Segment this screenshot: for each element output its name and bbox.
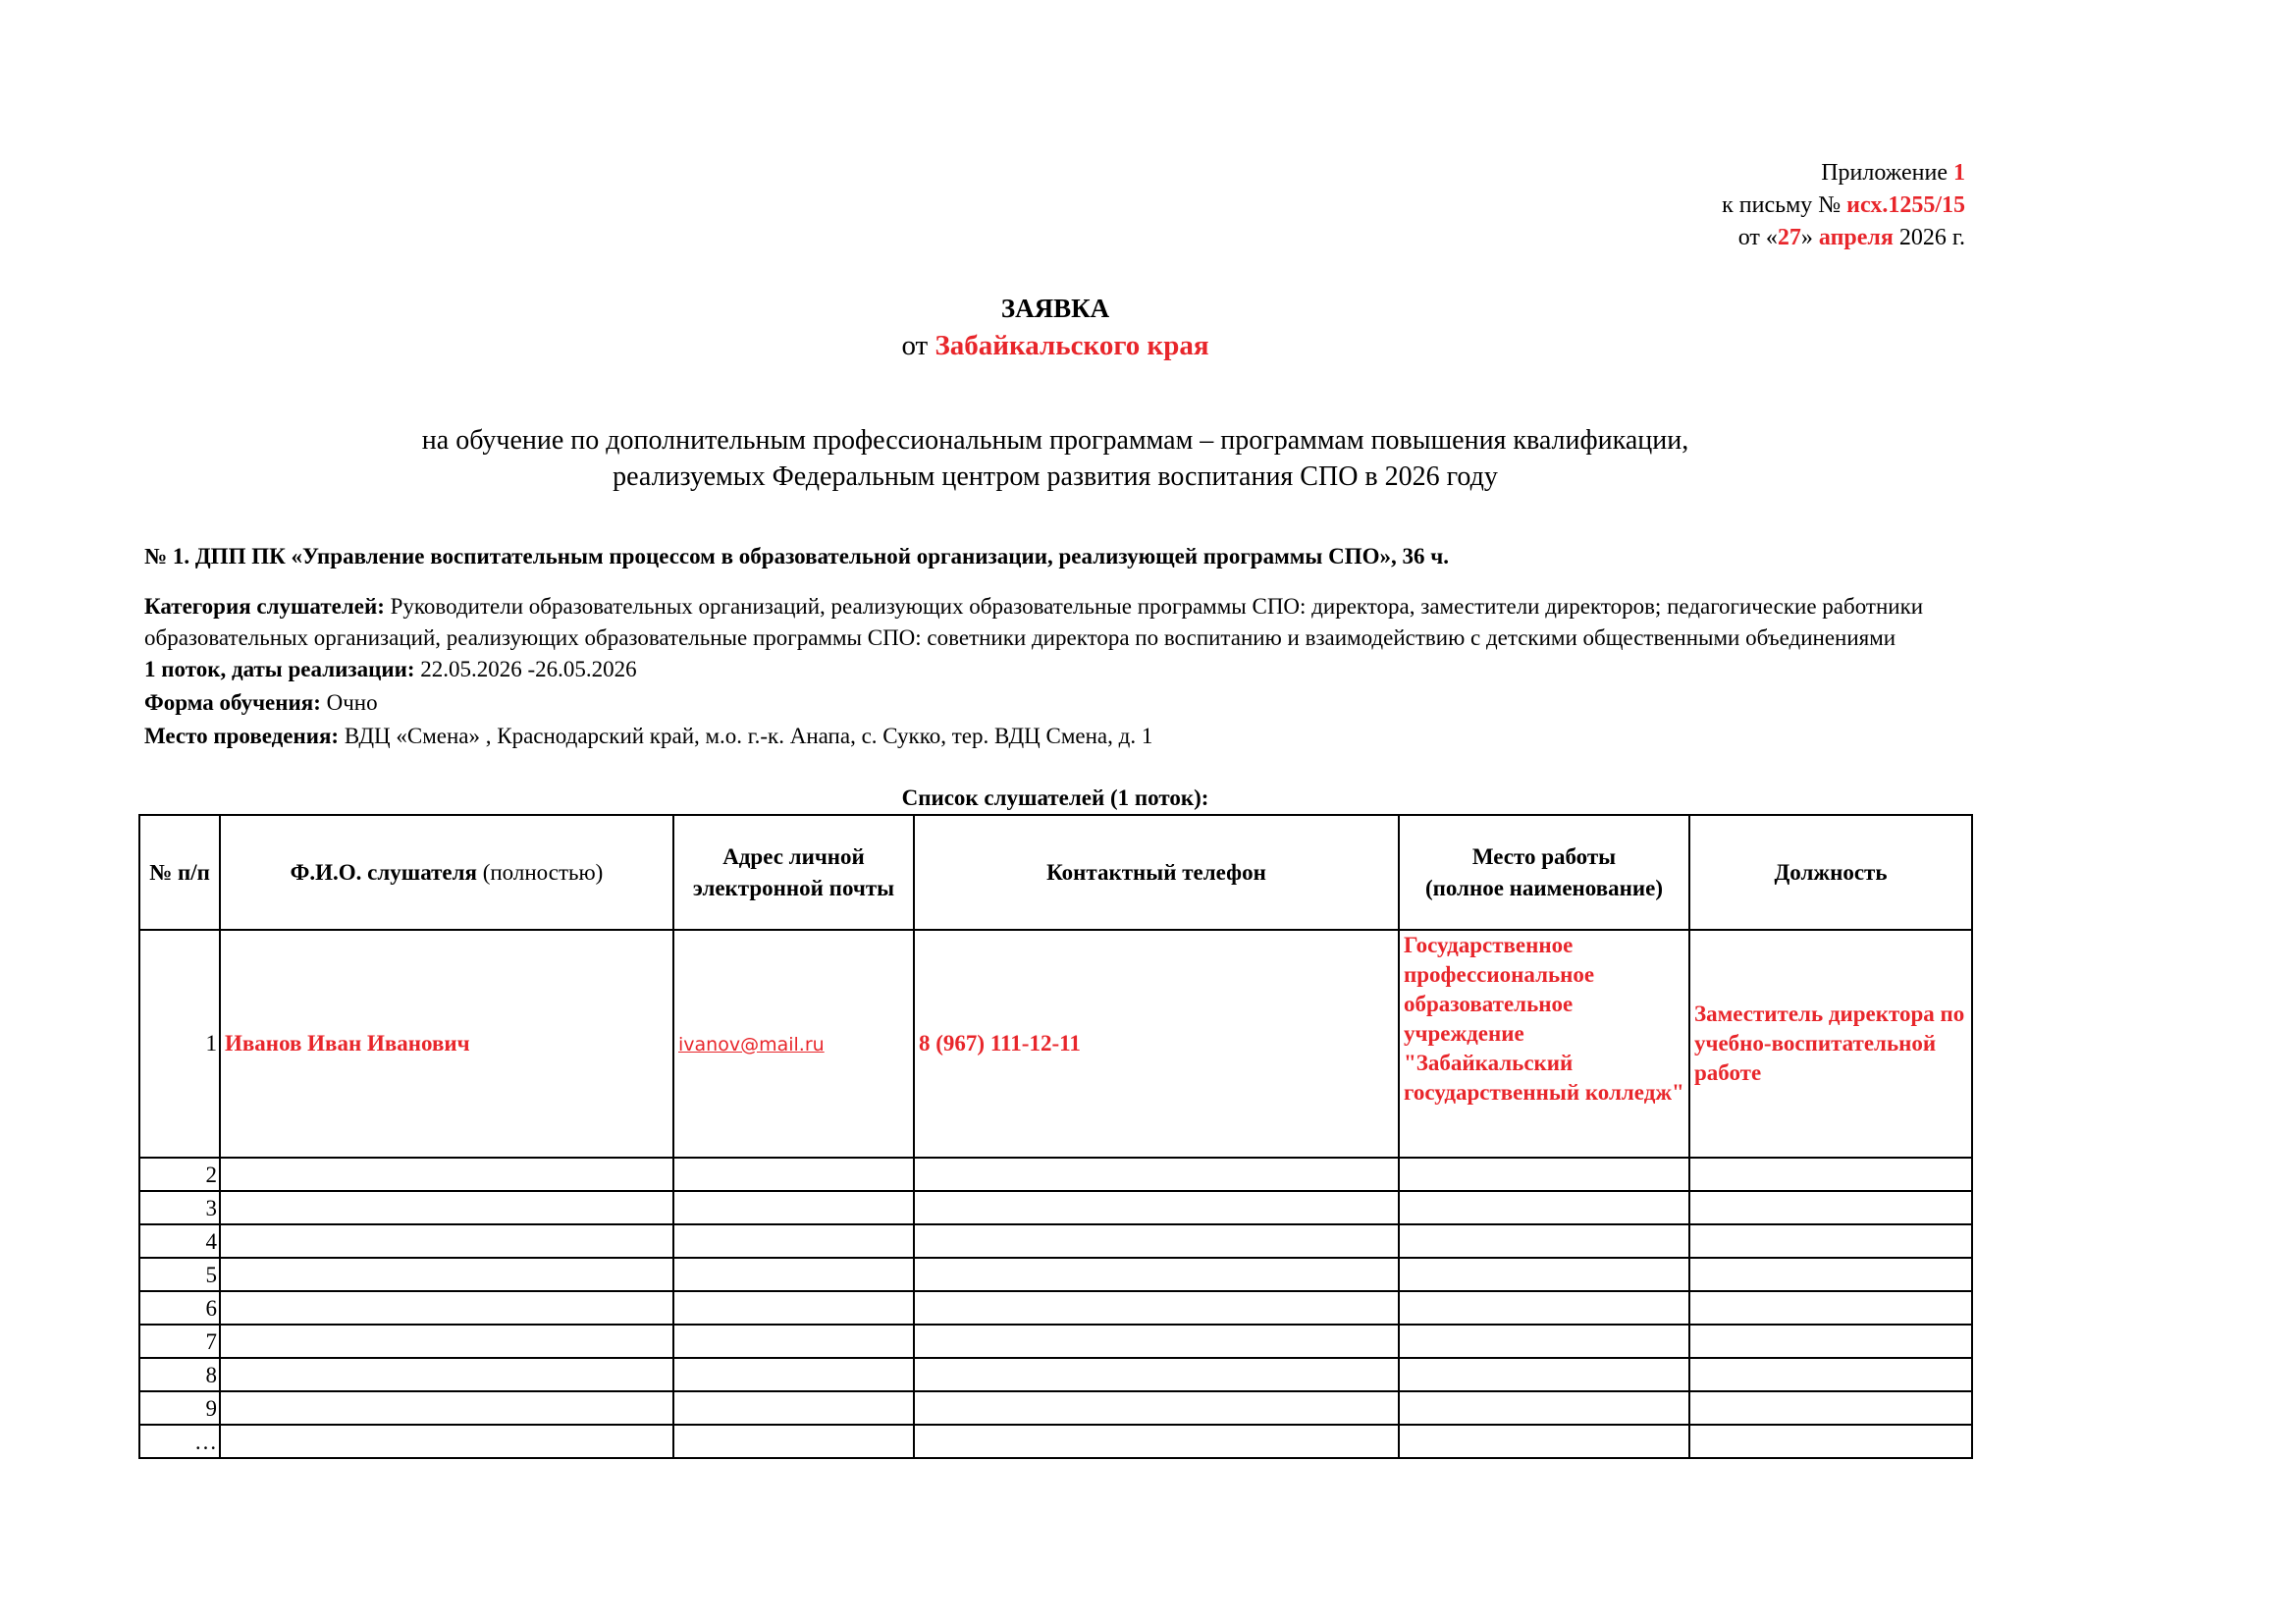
participant-email-link[interactable]: ivanov@mail.ru (678, 1033, 825, 1056)
table-row (139, 1191, 1972, 1224)
form-value: Очно (320, 690, 378, 715)
participant-position[interactable] (1689, 1191, 1972, 1224)
participant-phone[interactable] (914, 1224, 1399, 1258)
appendix-line-2: к письму № исх.1255/15 (1722, 192, 1965, 218)
participant-name[interactable] (220, 1325, 673, 1358)
participant-name: Иванов Иван Иванович (220, 930, 673, 1158)
participant-email-cell[interactable] (673, 1291, 914, 1325)
participant-work[interactable] (1399, 1158, 1689, 1191)
participant-email-cell[interactable] (673, 1258, 914, 1291)
participant-phone[interactable] (914, 1425, 1399, 1458)
table-row (139, 1358, 1972, 1391)
header-email: Адрес личной электронной почты (673, 815, 914, 930)
participant-position[interactable] (1689, 1258, 1972, 1291)
row-num: 1 (139, 930, 220, 1158)
program-title: № 1. ДПП ПК «Управление воспитательным процессом в образовательной организации, реализующей программы СПО», 36 ч. (144, 544, 1449, 568)
category-value: Руководители образовательных организаций, реализующих образовательные программы СПО: директора, заместители директоров; педагогические работники образовательных организаций, реализующих образовательные программы СПО: советники директора по воспитанию и взаимодействию с детскими общественными объединениями (144, 594, 1924, 650)
stream-row (144, 654, 2009, 685)
participant-phone[interactable] (914, 1325, 1399, 1358)
participant-position[interactable] (1689, 1358, 1972, 1391)
table-header-row (139, 815, 1972, 930)
participant-email-cell[interactable] (673, 1224, 914, 1258)
participant-name[interactable] (220, 1224, 673, 1258)
from-line: от Забайкальского края (901, 330, 1209, 361)
participant-name[interactable] (220, 1358, 673, 1391)
place-row (144, 721, 2009, 752)
stream-value: 22.05.2026 -26.05.2026 (414, 657, 637, 681)
participant-name[interactable] (220, 1158, 673, 1191)
row-num: 2 (139, 1158, 220, 1191)
participant-email-cell[interactable] (673, 1325, 914, 1358)
list-caption: Список слушателей (1 поток): (901, 785, 1209, 810)
letter-month: апреля (1818, 225, 1894, 250)
form-label: Форма обучения: (144, 690, 321, 715)
purpose-line-2: реализуемых Федеральным центром развития воспитания СПО в 2026 году (613, 461, 1498, 492)
participant-email-cell[interactable] (673, 1191, 914, 1224)
appendix-number: 1 (1953, 160, 1965, 186)
participant-position[interactable] (1689, 1325, 1972, 1358)
appendix-line-1: Приложение 1 (1821, 160, 1965, 186)
row-num: 6 (139, 1291, 220, 1325)
row-num: … (139, 1425, 220, 1458)
participant-position[interactable] (1689, 1224, 1972, 1258)
participant-phone[interactable] (914, 1191, 1399, 1224)
participant-phone[interactable] (914, 1158, 1399, 1191)
form-row (144, 687, 2009, 719)
title-block (0, 291, 2110, 365)
purpose-line-1: на обучение по дополнительным профессиональным программам – программам повышения квалификации, (421, 425, 1689, 456)
participant-phone[interactable] (914, 1258, 1399, 1291)
participant-name[interactable] (220, 1391, 673, 1425)
place-label: Место проведения: (144, 724, 340, 748)
participant-email-cell (673, 930, 914, 1158)
program-info (144, 591, 2009, 752)
participant-email-cell[interactable] (673, 1158, 914, 1191)
participants-table (138, 814, 1973, 1459)
participant-phone[interactable] (914, 1358, 1399, 1391)
table-row (139, 1258, 1972, 1291)
row-num: 4 (139, 1224, 220, 1258)
participant-email-cell[interactable] (673, 1391, 914, 1425)
participant-work[interactable] (1399, 1258, 1689, 1291)
table-row (139, 1325, 1972, 1358)
row-num: 5 (139, 1258, 220, 1291)
table-row (139, 1158, 1972, 1191)
participant-phone[interactable] (914, 1291, 1399, 1325)
participant-name[interactable] (220, 1191, 673, 1224)
table-row (139, 1291, 1972, 1325)
participant-email-cell[interactable] (673, 1358, 914, 1391)
participant-position[interactable] (1689, 1425, 1972, 1458)
place-value: ВДЦ «Смена» , Краснодарский край, м.о. г.-к. Анапа, с. Сукко, тер. ВДЦ Смена, д. 1 (339, 724, 1153, 748)
participant-position[interactable] (1689, 1391, 1972, 1425)
participant-name[interactable] (220, 1291, 673, 1325)
participant-position[interactable] (1689, 1158, 1972, 1191)
participant-phone: 8 (967) 111-12-11 (914, 930, 1399, 1158)
participant-work[interactable] (1399, 1191, 1689, 1224)
stream-label: 1 поток, даты реализации: (144, 657, 415, 681)
region-name: Забайкальского края (934, 330, 1209, 361)
participant-position[interactable] (1689, 1291, 1972, 1325)
header-name: Ф.И.О. слушателя (полностью) (220, 815, 673, 930)
participant-work[interactable] (1399, 1291, 1689, 1325)
table-row (139, 1224, 1972, 1258)
participant-name[interactable] (220, 1258, 673, 1291)
category-label: Категория слушателей: (144, 594, 385, 619)
row-num: 8 (139, 1358, 220, 1391)
table-row (139, 1391, 1972, 1425)
appendix-line-3: от «27» апреля 2026 г. (1737, 225, 1965, 250)
table-row (139, 1425, 1972, 1458)
header-phone: Контактный телефон (914, 815, 1399, 930)
category-row (144, 591, 2009, 654)
participant-work[interactable] (1399, 1391, 1689, 1425)
table-row (139, 930, 1972, 1158)
letter-day: 27 (1777, 225, 1801, 250)
appendix-block (1722, 157, 1965, 254)
participant-phone[interactable] (914, 1391, 1399, 1425)
participant-name[interactable] (220, 1425, 673, 1458)
participant-work[interactable] (1399, 1358, 1689, 1391)
participant-work: Государственное профессиональное образовательное учреждение "Забайкальский государственный колледж" (1399, 930, 1689, 1158)
header-work: Место работы (полное наименование) (1399, 815, 1689, 930)
header-num: № п/п (139, 815, 220, 930)
row-num: 9 (139, 1391, 220, 1425)
participant-work[interactable] (1399, 1224, 1689, 1258)
participant-work[interactable] (1399, 1425, 1689, 1458)
purpose-text (0, 422, 2110, 495)
participant-work[interactable] (1399, 1325, 1689, 1358)
document-title: ЗАЯВКА (1000, 294, 1110, 323)
participant-email-cell[interactable] (673, 1425, 914, 1458)
header-position: Должность (1689, 815, 1972, 930)
row-num: 3 (139, 1191, 220, 1224)
participant-position: Заместитель директора по учебно-воспитательной работе (1689, 930, 1972, 1158)
row-num: 7 (139, 1325, 220, 1358)
letter-number: исх.1255/15 (1846, 192, 1965, 218)
